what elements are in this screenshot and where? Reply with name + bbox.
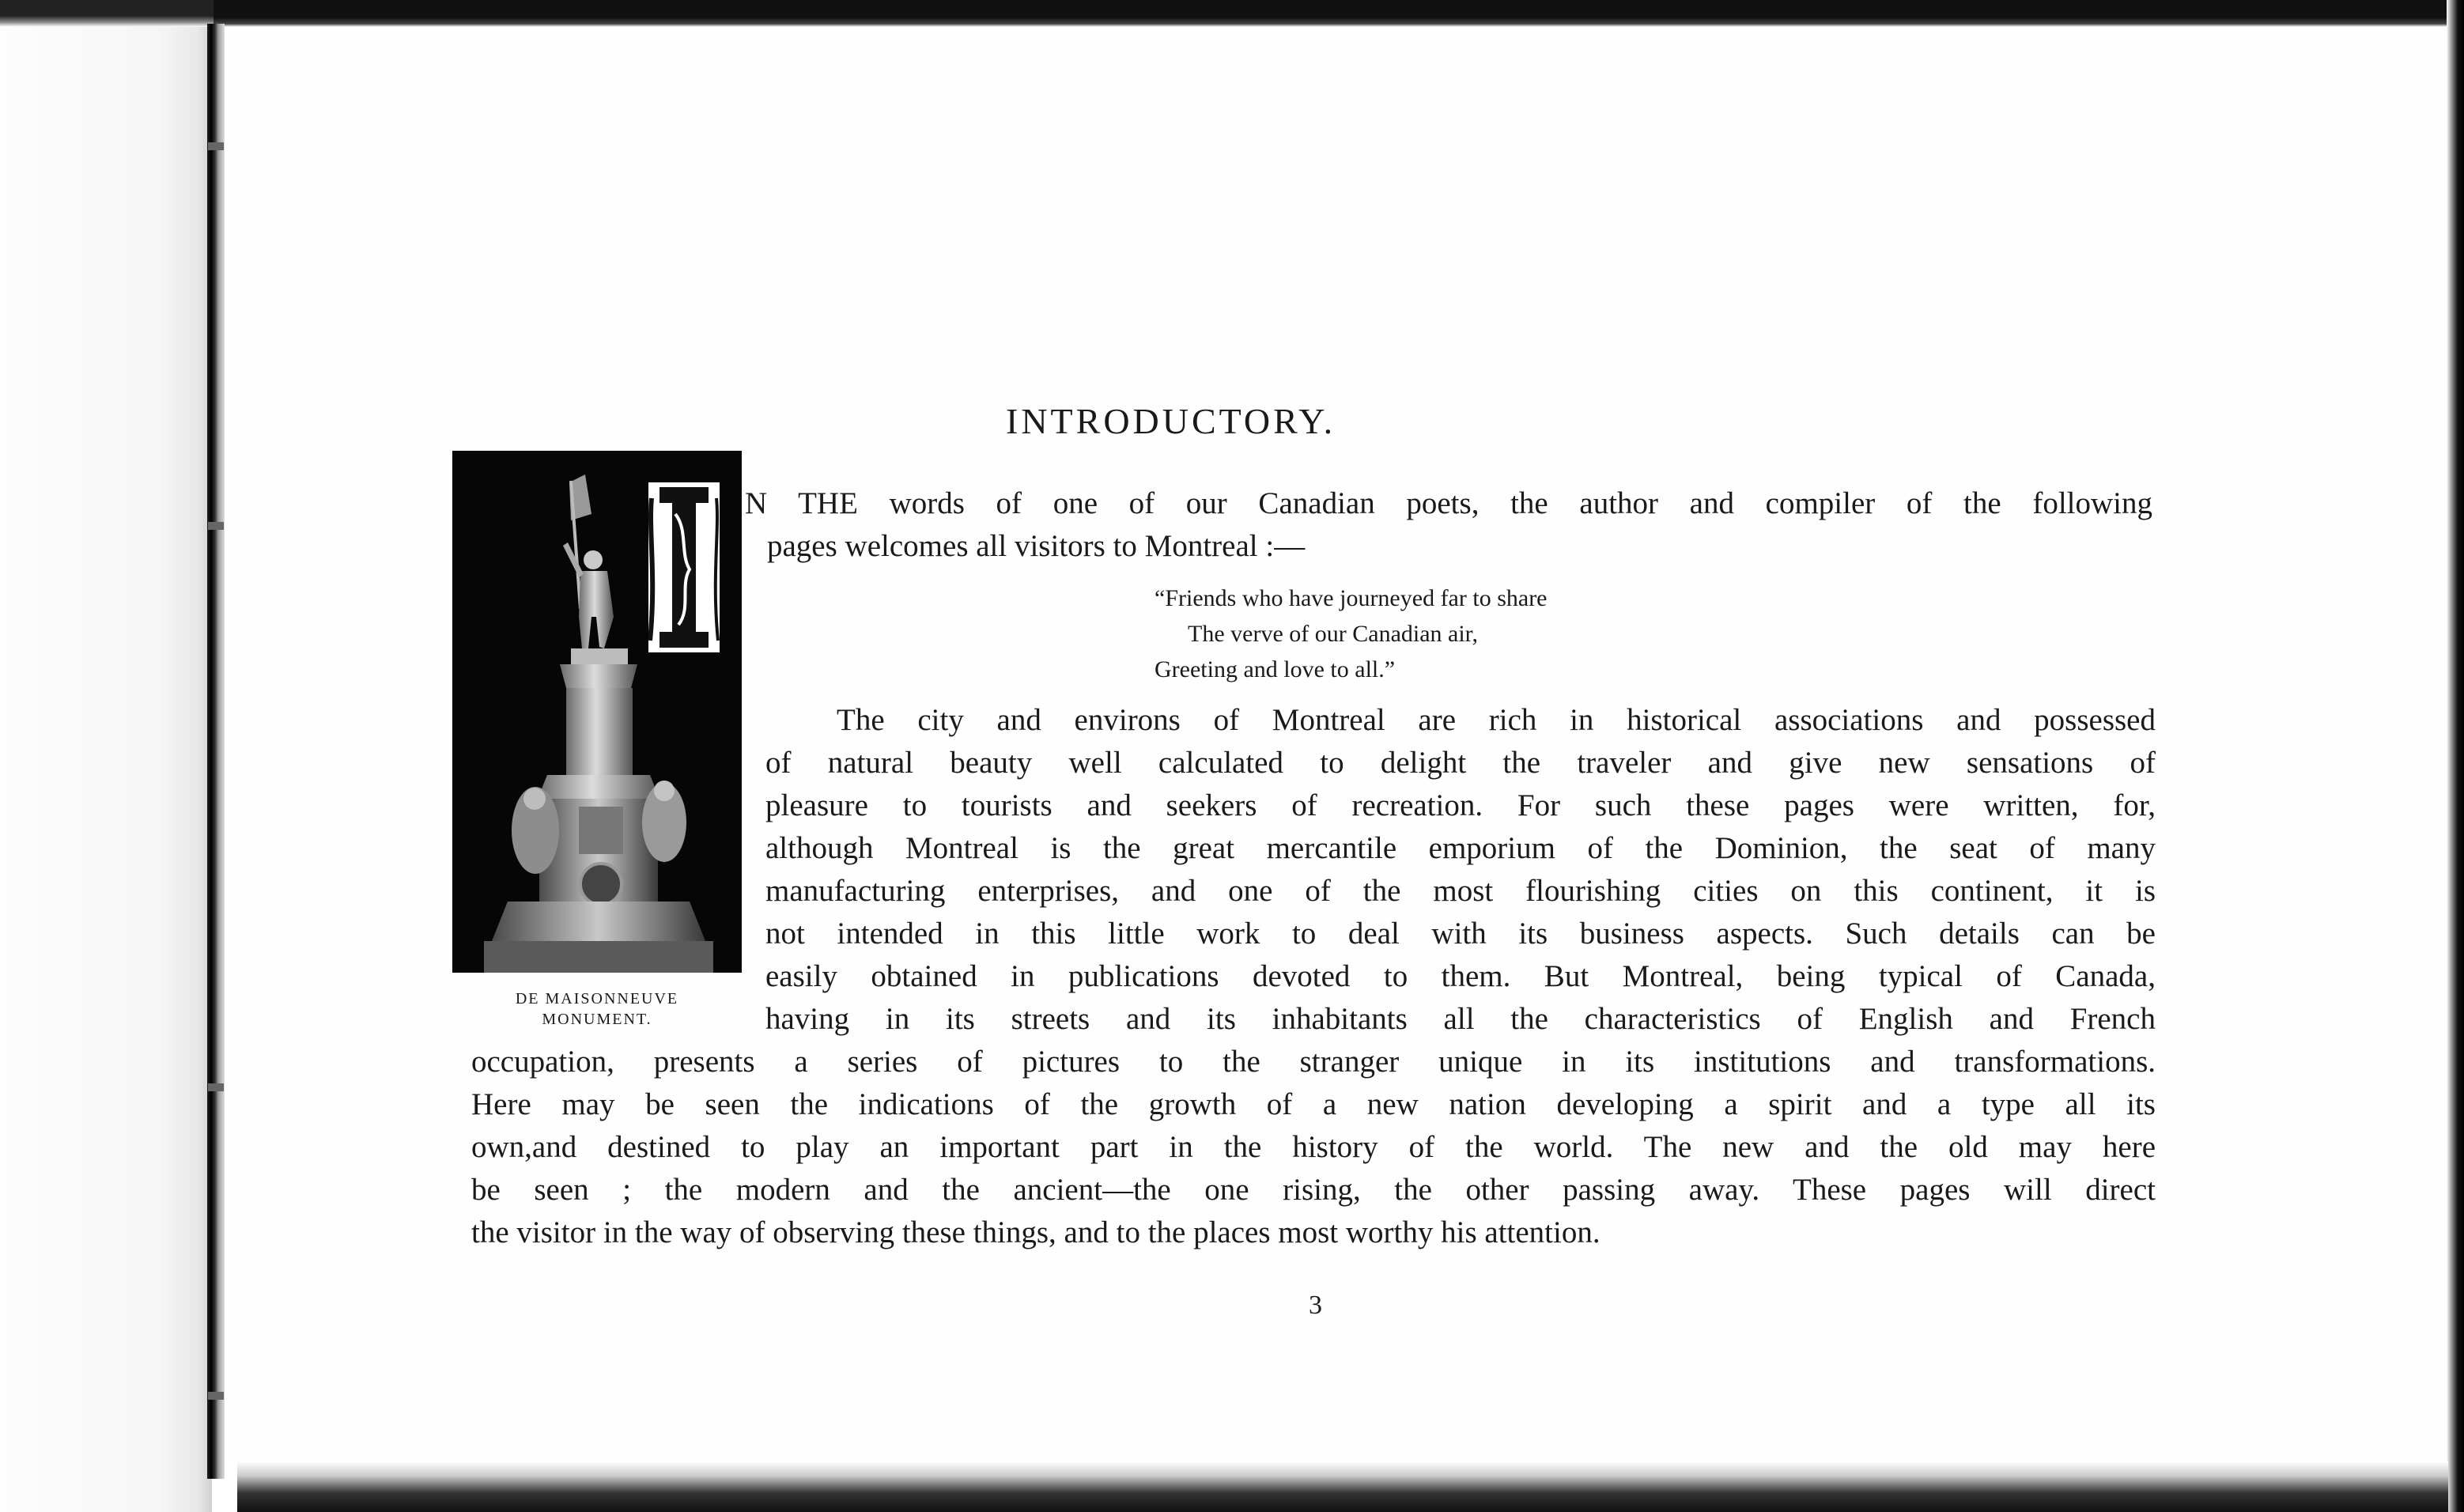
top-scan-border-left <box>0 0 214 27</box>
text-line: pages welcomes all visitors to Montreal :— <box>767 529 1306 563</box>
poem-quote <box>1155 580 1548 687</box>
bottom-scan-border <box>237 1461 2448 1512</box>
spine-stitch <box>208 1392 224 1400</box>
text-line: The city and environs of Montreal are rich in historical associations and possessed <box>837 703 2156 737</box>
text-line: of natural beauty well calculated to delight the traveler and give new sensations of <box>765 746 2156 780</box>
right-scan-border <box>2447 0 2464 1512</box>
text-line: although Montreal is the great mercantile emporium of the Dominion, the seat of many <box>765 831 2156 865</box>
caption-line: DE MAISONNEUVE <box>515 990 679 1007</box>
facing-page-edge <box>0 27 212 1512</box>
text-line: own,and destined to play an important part in the history of the world. The new and the old may here <box>471 1130 2156 1164</box>
intro-paragraph <box>745 482 2152 568</box>
poem-line: The verve of our Canadian air, <box>1188 621 1478 647</box>
poem-line: Greeting and love to all.” <box>1155 656 1396 682</box>
body-paragraph-upper <box>765 699 2156 1041</box>
text-line: Here may be seen the indications of the growth of a new nation developing a spirit and a type all its <box>471 1087 2156 1121</box>
text-line: the visitor in the way of observing these things, and to the places most worthy his attention. <box>471 1215 1600 1249</box>
page-number: 3 <box>1309 1291 1322 1320</box>
caption-line: MONUMENT. <box>542 1011 652 1028</box>
book-spine <box>207 24 225 1479</box>
spine-stitch <box>208 1083 224 1091</box>
poem-line: “Friends who have journeyed far to share <box>1155 585 1548 611</box>
text-line: having in its streets and its inhabitants all the characteristics of English and French <box>765 1002 2156 1036</box>
text-line: easily obtained in publications devoted to them. But Montreal, being typical of Canada, <box>765 959 2156 993</box>
spine-stitch <box>208 142 224 150</box>
text-line: N THE words of one of our Canadian poets, the author and compiler of the following <box>745 486 2152 520</box>
body-paragraph-lower <box>471 1041 2156 1254</box>
top-scan-border <box>0 0 2464 27</box>
photo-caption <box>443 988 751 1030</box>
text-line: not intended in this little work to deal with its business aspects. Such details can be <box>765 917 2156 951</box>
spine-stitch <box>208 522 224 530</box>
drop-cap-letter <box>648 482 720 652</box>
page-title: INTRODUCTORY. <box>1006 401 1336 441</box>
text-line: occupation, presents a series of pictures to the stranger unique in its institutions and transformations. <box>471 1045 2156 1079</box>
text-line: be seen ; the modern and the ancient—the one rising, the other passing away. These pages will direct <box>471 1173 2156 1207</box>
text-line: pleasure to tourists and seekers of recreation. For such these pages were written, for, <box>765 788 2156 822</box>
text-line: manufacturing enterprises, and one of the most flourishing cities on this continent, it is <box>765 874 2156 908</box>
